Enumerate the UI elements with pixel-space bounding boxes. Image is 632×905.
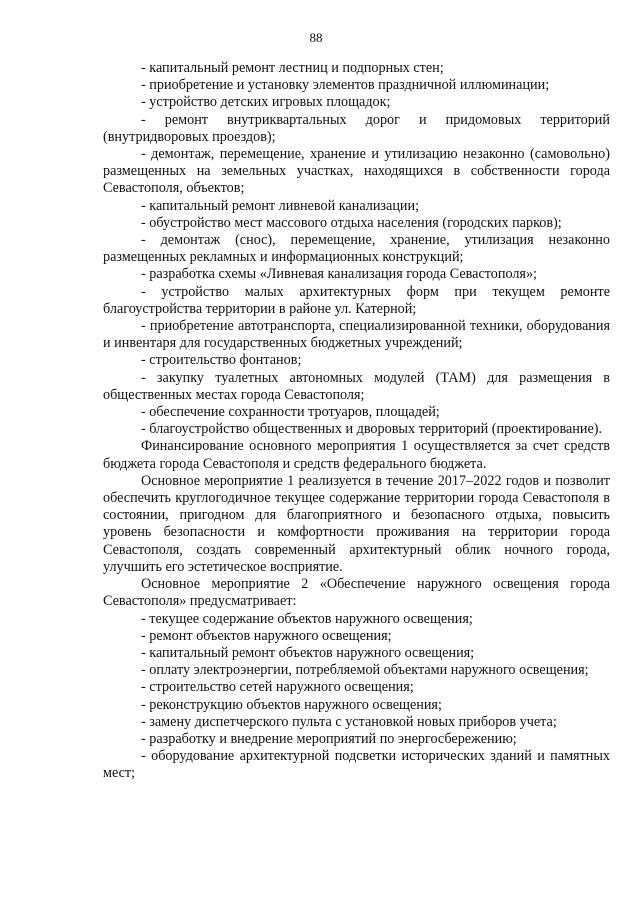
list-item: - реконструкцию объектов наружного освещения; [141,696,442,713]
list-item: - ремонт внутриквартальных дорог и придомовых территорий (внутридворовых проездов); [103,111,610,145]
list-item: - обустройство мест массового отдыха населения (городских парков); [141,214,562,231]
body-paragraph: Основное мероприятие 1 реализуется в течение 2017–2022 годов и позволит обеспечить круглогодичное текущее содержание территории города Севастополя в состоянии, пригодном для благоприятного и безопасного отдыха, повысить уровень безопасности и комфортности проживания на территории города Севастополя, создать современный архитектурный облик ночного города, улучшить его эстетическое восприятие. [103,472,610,575]
list-item: - приобретение и установку элементов праздничной иллюминации; [141,77,550,94]
list-item: - капитальный ремонт объектов наружного освещения; [141,644,475,661]
list-item: - разработка схемы «Ливневая канализация города Севастополя»; [141,266,537,283]
body-paragraph: Основное мероприятие 2 «Обеспечение наружного освещения города Севастополя» предусматривает: [103,576,610,610]
list-item: - демонтаж (снос), перемещение, хранение, утилизация незаконно размещенных рекламных и информационных конструкций; [103,232,610,266]
list-item: - замену диспетчерского пульта с установкой новых приборов учета; [141,713,557,730]
list-item: - устройство малых архитектурных форм при текущем ремонте благоустройства территории в районе ул. Катерной; [103,283,610,317]
body-paragraph: Финансирование основного мероприятия 1 осуществляется за счет средств бюджета города Севастополя и средств федерального бюджета. [103,438,610,472]
document-body [103,60,610,783]
list-item: - строительство сетей наружного освещения; [141,679,414,696]
list-item: - благоустройство общественных и дворовых территорий (проектирование). [141,421,603,438]
list-item: - разработку и внедрение мероприятий по энергосбережению; [141,730,517,747]
list-item: - демонтаж, перемещение, хранение и утилизацию незаконно (самовольно) размещенных на земельных участках, находящихся в собственности города Севастополя, объектов; [103,146,610,197]
list-item: - обеспечение сохранности тротуаров, площадей; [141,404,440,421]
list-item: - приобретение автотранспорта, специализированной техники, оборудования и инвентаря для государственных бюджетных учреждений; [103,318,610,352]
list-item: - текущее содержание объектов наружного освещения; [141,610,473,627]
list-item: - ремонт объектов наружного освещения; [141,627,392,644]
page-number: 88 [309,30,323,45]
list-item: - оборудование архитектурной подсветки исторических зданий и памятных мест; [103,748,610,782]
list-item: - капитальный ремонт лестниц и подпорных стен; [141,60,444,76]
list-item: - устройство детских игровых площадок; [141,94,391,111]
list-item: - строительство фонтанов; [141,352,302,369]
list-item: - капитальный ремонт ливневой канализации; [141,197,420,214]
list-item: - закупку туалетных автономных модулей (ТАМ) для размещения в общественных местах города Севастополя; [103,369,610,403]
list-item: - оплату электроэнергии, потребляемой объектами наружного освещения; [141,662,589,679]
